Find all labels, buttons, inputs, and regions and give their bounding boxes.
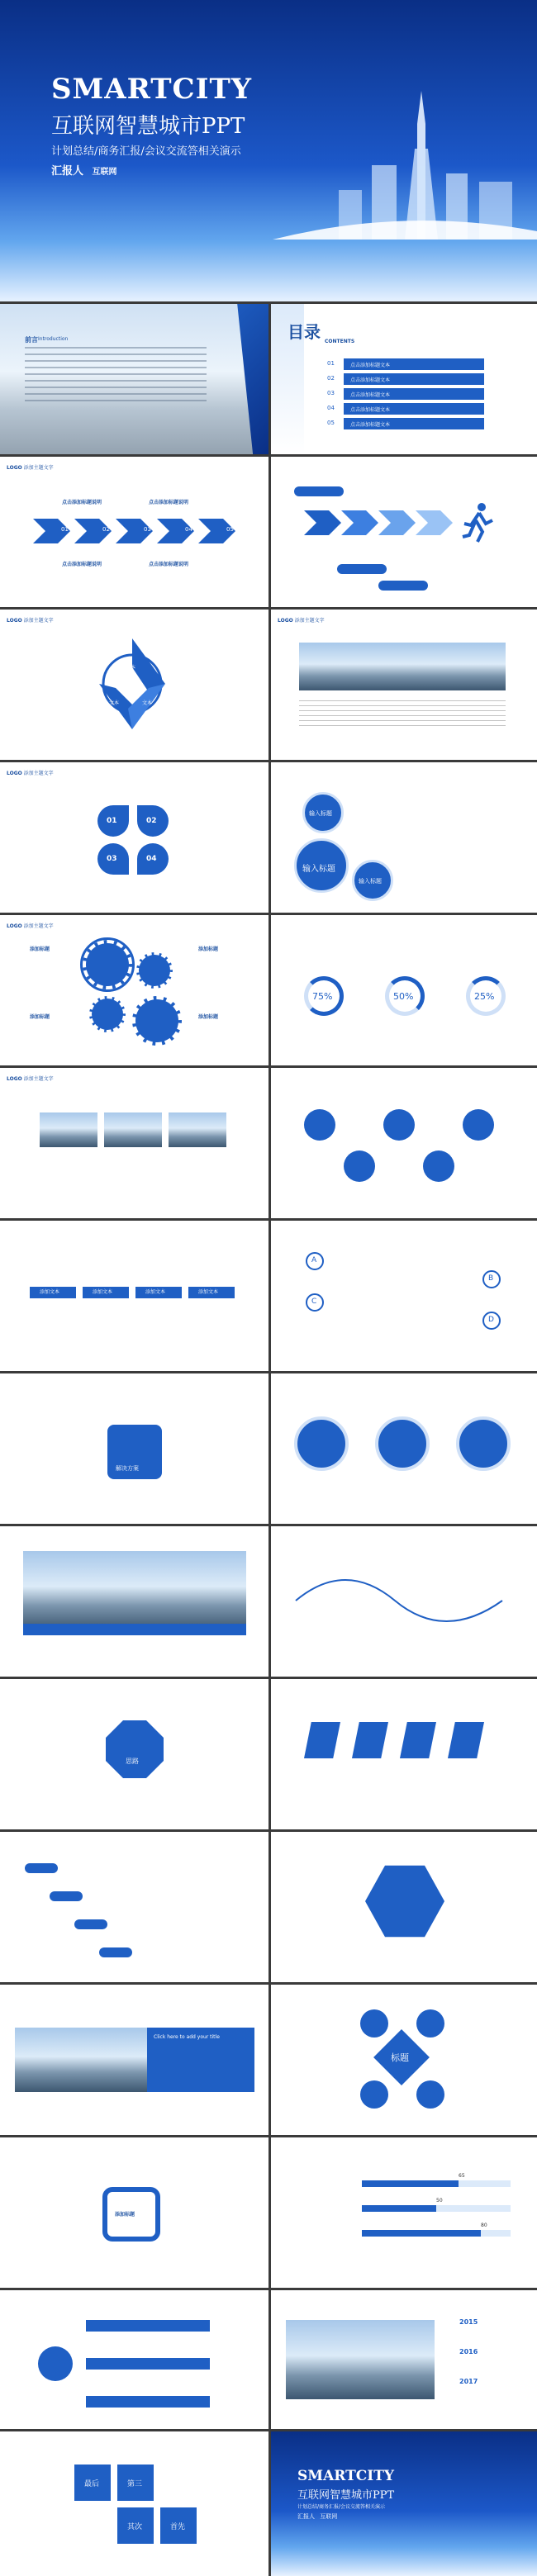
preface-slide [0,304,268,454]
percent-value: 75% [312,991,333,1002]
step-number: 05 [226,526,234,533]
closing-title-en: SMARTCITY [297,2468,395,2484]
circle-node [423,1150,454,1182]
list-bar [86,2358,210,2370]
add-text-bar: 添加文本 [188,1287,235,1298]
card-label: 第三 [127,2480,143,2488]
triangle-diagram [91,634,173,733]
header-text: 添加主题文字 [23,1076,54,1082]
runner-slide [271,457,537,607]
lists-slide [0,2290,268,2429]
flow-circle [294,1416,349,1471]
cover-reporter-name: 互联网 [92,168,117,177]
stair-tag [25,1863,58,1873]
shape-icon [448,1722,484,1758]
city-photo [15,2028,147,2092]
toc-slide [271,304,537,454]
toc-item-3[interactable] [327,388,484,400]
three-photos-slide [0,1068,268,1218]
bar-chart-slide [271,2137,537,2288]
add-label: 添加标题 [198,1014,219,1020]
toc-item-label: 点击添加标题文本 [350,422,391,428]
year: 2015 [459,2318,478,2326]
percent-slide [271,915,537,1065]
step-caption: 点击添加标题说明 [149,500,189,505]
skyline-illustration [273,74,537,240]
tri-label: 文本 [109,700,120,706]
timeline-slide [271,2290,537,2429]
gears-slide [0,915,268,1065]
toc-item-num: 01 [327,360,335,367]
slide-header [7,769,54,776]
cover-slide [0,0,537,301]
list-bar [86,2396,210,2408]
flow-circles-slide [271,1373,537,1524]
add-label: 添加标题 [198,946,219,952]
slide-header [278,616,325,624]
headline-node [416,2080,444,2109]
input-label: 输入标题 [309,810,332,817]
toc-item-5[interactable] [327,418,484,429]
closing-title-cn: 互联网智慧城市PPT [297,2489,395,2502]
year: 2016 [459,2348,478,2355]
toc-item-4[interactable] [327,403,484,415]
input-label: 输入标题 [359,878,382,885]
octagon [106,1720,164,1778]
closing-subtitle: 计划总结/商务汇报/会议交流答相关演示 [297,2504,386,2510]
add-text-slide [0,1221,268,1371]
closing-slide [271,2431,537,2576]
city-photo [299,643,506,690]
tri-label: 文本 [142,700,153,706]
quad-number: 02 [146,817,157,825]
tri-label: 文本 [126,665,136,671]
slide-header [7,1075,54,1082]
cover-title-cn: 互联网智慧城市PPT [51,114,245,139]
letter: A [311,1256,317,1264]
flow-circle [375,1416,430,1471]
slide-header [7,616,54,624]
cards-slide [0,2431,268,2576]
step-number: 01 [61,526,69,533]
photo [104,1112,162,1147]
quad-number: 03 [107,855,117,863]
header-text: 添加主题文字 [23,771,54,776]
closing-reporter [297,2512,337,2521]
preface-text [25,347,207,405]
letter: D [488,1316,494,1324]
add-text-bar: 添加文本 [135,1287,182,1298]
runner-tag [378,581,428,591]
headline-label: 标题 [391,2052,409,2063]
closing-reporter-label: 汇报人 [297,2513,315,2520]
add-text-bar: 添加文本 [83,1287,129,1298]
thinking-slide [0,1679,268,1829]
cover-title-en: SMARTCITY [51,73,253,106]
step-caption: 点击添加标题说明 [62,500,102,505]
circle-node [383,1109,415,1141]
progress-fill [362,2230,481,2237]
circle-node [304,1109,335,1141]
preface-title: 前言 [25,336,38,344]
cover-subtitle: 计划总结/商务汇报/会议交流答相关演示 [51,145,241,158]
thinking-label: 思路 [126,1758,139,1765]
cover-reporter-label: 汇报人 [51,165,84,178]
header-text: 添加主题文字 [23,465,54,471]
curve-line [288,1551,519,1650]
closing-reporter-name: 互联网 [320,2513,338,2520]
progress-value: 65 [459,2173,465,2179]
gear-icon [132,996,182,1046]
runner-tag [294,486,344,496]
photo [169,1112,226,1147]
headline-node [360,2080,388,2109]
headline-slide [271,1985,537,2135]
card-label: 最后 [84,2480,100,2488]
click-title-slide [0,1985,268,2135]
card-label: 首先 [170,2523,186,2531]
cycle-slide [0,2137,268,2288]
city-photo [286,2320,435,2399]
shape-icon [352,1722,388,1758]
triangle-slide [0,610,268,760]
step-caption: 点击添加标题说明 [149,562,189,567]
toc-item-label: 点击添加标题文本 [350,363,391,368]
logo-text: LOGO [7,618,22,624]
toc-item-label: 点击添加标题文本 [350,392,391,398]
add-text-bar: 添加文本 [30,1287,76,1298]
list-hub [38,2346,73,2381]
city-banner-slide [0,1526,268,1677]
add-label: 添加标题 [30,1014,50,1020]
header-text: 添加主题文字 [294,618,325,624]
solution-slide [0,1373,268,1524]
year: 2017 [459,2378,478,2385]
circle-node [344,1150,375,1182]
curve-slide [271,1526,537,1677]
logo-text: LOGO [7,771,22,776]
step-number: 02 [102,526,110,533]
add-label: 添加标题 [115,2212,135,2218]
letter: C [311,1297,317,1306]
step-number: 04 [185,526,192,533]
stair-tag [99,1947,132,1957]
stair-tag [50,1891,83,1901]
runner-tag [337,564,387,574]
add-label: 添加标题 [30,946,50,952]
toc-item-num: 05 [327,420,335,426]
logo-text: LOGO [7,923,22,929]
percent-value: 25% [474,991,495,1002]
list-bar [86,2320,210,2332]
step-number: 03 [144,526,151,533]
toc-item-num: 03 [327,390,335,396]
cover-reporter [51,162,117,178]
step-caption: 点击添加标题说明 [62,562,102,567]
stair-tag [74,1919,107,1929]
logo-text: LOGO [7,1076,22,1082]
click-title: Click here to add your title [154,2034,220,2040]
headline-node [360,2009,388,2038]
slide-header [7,463,54,471]
letter: B [488,1274,494,1283]
card-label: 其次 [127,2523,143,2531]
shape-icon [400,1722,436,1758]
hexagon [365,1862,444,1941]
gear-icon [136,952,173,989]
input-label-main: 输入标题 [302,865,335,874]
steps-slide [0,457,268,607]
header-text: 添加主题文字 [23,923,54,929]
logo-text: LOGO [278,618,293,624]
quad-number: 04 [146,855,157,863]
stairs-slide [0,1832,268,1982]
quad-slide [0,762,268,913]
city-skyline-photo [23,1551,246,1630]
toc-item-1[interactable] [327,358,484,370]
solution-label: 解决方案 [116,1465,139,1472]
abcd-slide [271,1221,537,1371]
toc-item-2[interactable] [327,373,484,385]
slide-header [7,922,54,929]
toc-item-num: 04 [327,405,335,411]
headline-node [416,2009,444,2038]
parallelogram-slide [271,1679,537,1829]
circles-row-slide [271,1068,537,1218]
gear-icon [89,996,126,1032]
body-text [299,700,506,730]
circle-node [463,1109,494,1141]
toc-title: 目录 [288,322,321,342]
quad-number: 01 [107,817,117,825]
progress-fill [362,2205,436,2212]
progress-value: 80 [481,2223,487,2228]
photo [40,1112,97,1147]
progress-fill [362,2180,459,2187]
shape-icon [304,1722,340,1758]
input-title-slide [271,762,537,913]
flow-circle [456,1416,511,1471]
preface-title-en: Introduction [38,336,69,342]
banner-strip [23,1624,246,1635]
toc-item-num: 02 [327,375,335,382]
runner-icon [461,502,494,543]
photo-text-slide [271,610,537,760]
progress-value: 50 [436,2198,443,2204]
logo-text: LOGO [7,465,22,471]
toc-item-label: 点击添加标题文本 [350,377,391,383]
percent-value: 50% [393,991,414,1002]
header-text: 添加主题文字 [23,618,54,624]
toc-item-label: 点击添加标题文本 [350,407,391,413]
hexagon-slide [271,1832,537,1982]
gear-icon [83,940,132,989]
toc-title-en: CONTENTS [325,339,355,344]
